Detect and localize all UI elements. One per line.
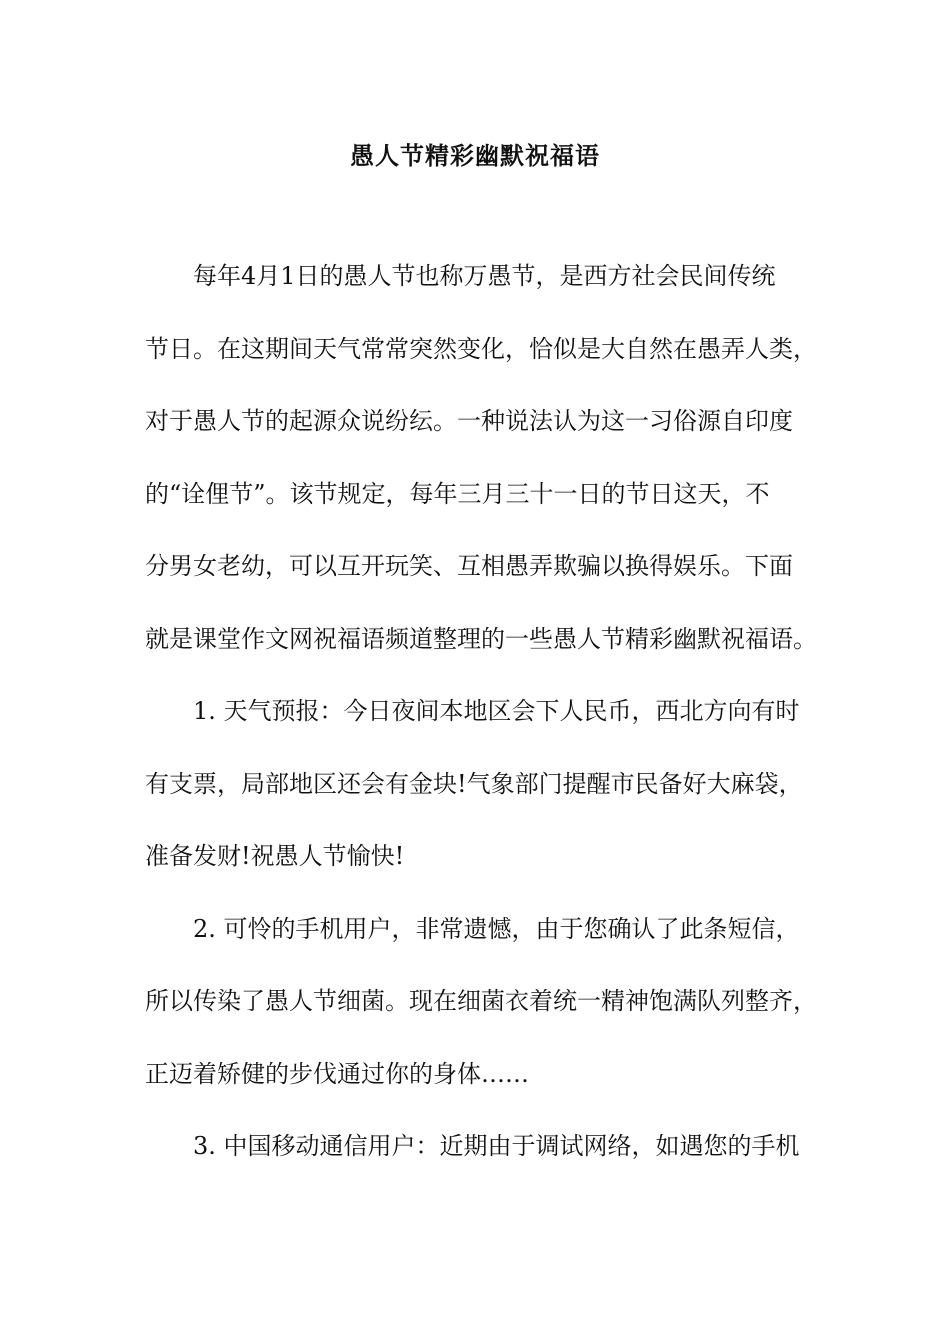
- list-item-1-line-2: 有支票，局部地区还会有金块!气象部门提醒市民备好大麻袋，: [145, 769, 803, 798]
- paragraph-line-2: 节日。在这期间天气常常突然变化，恰似是大自然在愚弄人类，: [145, 334, 817, 363]
- paragraph-line-5: 分男女老幼，可以互开玩笑、互相愚弄欺骗以换得娱乐。下面: [145, 552, 793, 580]
- paragraph-line-6: 就是课堂作文网祝福语频道整理的一些愚人节精彩幽默祝福语。: [145, 624, 817, 653]
- list-item-3-line-1: 3. 中国移动通信用户：近期由于调试网络，如遇您的手机: [193, 1132, 800, 1160]
- paragraph-line-1: 每年4月1日的愚人节也称万愚节，是西方社会民间传统: [193, 262, 776, 290]
- list-item-2-line-3: 正迈着矫健的步伐通过你的身体……: [145, 1059, 529, 1088]
- paragraph-line-4: 的“诠俚节”。该节规定，每年三月三十一日的节日这天，不: [145, 479, 770, 508]
- paragraph-line-3: 对于愚人节的起源众说纷纭。一种说法认为这一习俗源自印度: [145, 407, 793, 435]
- list-item-1-line-3: 准备发财!祝愚人节愉快!: [145, 842, 405, 870]
- document-body: [145, 252, 817, 1195]
- document-title: 愚人节精彩幽默祝福语: [350, 141, 600, 170]
- list-item-2-line-2: 所以传染了愚人节细菌。现在细菌衣着统一精神饱满队列整齐，: [145, 987, 817, 1015]
- list-item-1-line-1: 1. 天气预报：今日夜间本地区会下人民币，西北方向有时: [193, 697, 800, 725]
- list-item-2-line-1: 2. 可怜的手机用户，非常遗憾，由于您确认了此条短信，: [193, 914, 800, 943]
